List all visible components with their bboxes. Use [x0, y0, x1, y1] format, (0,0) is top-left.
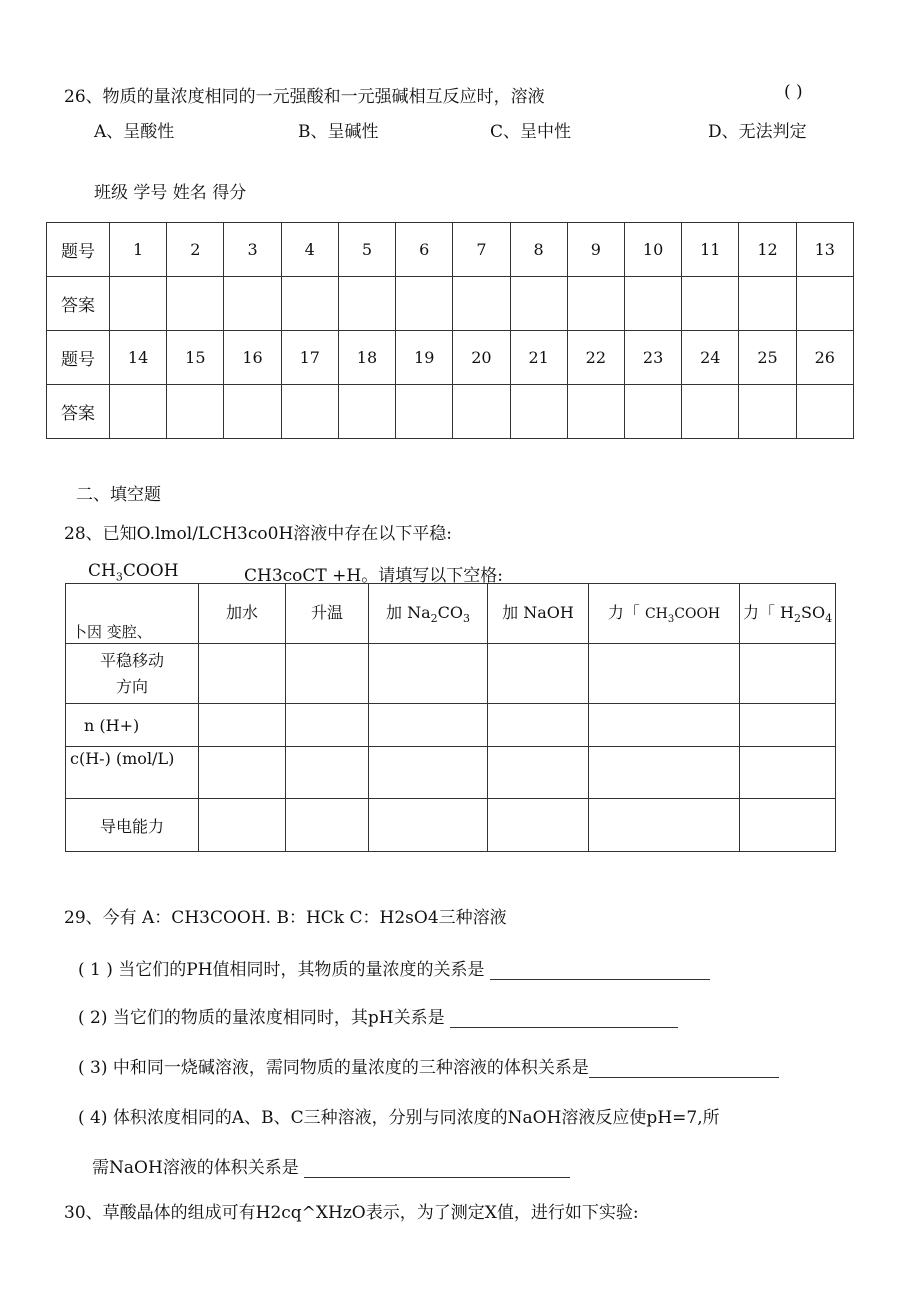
answer-cell[interactable] [224, 277, 281, 331]
answer-cell[interactable] [199, 704, 286, 747]
answer-cell[interactable] [199, 799, 286, 852]
q30-stem: 30、草酸晶体的组成可有H2cq^XHzO表示，为了测定X值，进行如下实验: [64, 1203, 639, 1223]
q29-part3: ( 3) 中和同一烧碱溶液，需同物质的量浓度的三种溶液的体积关系是 [78, 1053, 779, 1078]
answer-cell[interactable] [796, 277, 853, 331]
answer-cell[interactable] [369, 704, 488, 747]
col-header-add-na2co3: 加 $Na_2CO_3$ [369, 584, 488, 644]
answer-blank[interactable] [589, 1059, 779, 1078]
question-number-label: 题号 [47, 331, 110, 385]
answer-cell[interactable] [624, 277, 681, 331]
answer-cell[interactable] [682, 385, 739, 439]
answer-cell[interactable] [286, 704, 369, 747]
student-info-line: 班级 学号 姓名 得分 [94, 183, 247, 203]
table-row [66, 799, 836, 852]
q28-equation-left: $CH_3COOH$ [88, 561, 179, 584]
answer-cell[interactable] [369, 747, 488, 799]
table-header-row [66, 584, 836, 644]
answer-cell[interactable] [589, 799, 740, 852]
question-number: 22 [567, 331, 624, 385]
answer-label: 答案 [47, 277, 110, 331]
table-row [66, 644, 836, 704]
question-number: 21 [510, 331, 567, 385]
answer-cell[interactable] [740, 747, 836, 799]
answer-cell[interactable] [567, 385, 624, 439]
answer-cell[interactable] [739, 385, 796, 439]
question-number-label: 题号 [47, 223, 110, 277]
row-label-conductivity: 导电能力 [66, 799, 199, 852]
answer-cell[interactable] [281, 277, 338, 331]
answer-cell[interactable] [396, 385, 453, 439]
answer-cell[interactable] [199, 644, 286, 704]
answer-cell[interactable] [796, 385, 853, 439]
answer-blank[interactable] [490, 961, 710, 980]
answer-cell[interactable] [338, 385, 395, 439]
answer-cell[interactable] [167, 277, 224, 331]
answer-cell[interactable] [589, 644, 740, 704]
answer-cell[interactable] [488, 704, 589, 747]
answer-cell[interactable] [624, 385, 681, 439]
question-number: 12 [739, 223, 796, 277]
q26-answer-bracket: ( ) [784, 82, 803, 102]
q29-part1: ( 1 ) 当它们的PH值相同时，其物质的量浓度的关系是 [78, 955, 710, 980]
answer-cell[interactable] [567, 277, 624, 331]
row-label-shift-direction: 平稳移动 方向 [66, 644, 199, 704]
answer-cell[interactable] [510, 277, 567, 331]
answer-cell[interactable] [199, 747, 286, 799]
answer-cell[interactable] [167, 385, 224, 439]
q29-part4: ( 4) 体积浓度相同的A、B、C三种溶液，分别与同浓度的NaOH溶液反应使pH=7,所 [78, 1108, 720, 1128]
question-number: 19 [396, 331, 453, 385]
equilibrium-table [65, 583, 836, 852]
q28-stem: 28、已知O.lmol/LCH3co0H溶液中存在以下平稳: [64, 524, 452, 544]
question-number: 26 [796, 331, 853, 385]
question-number: 17 [281, 331, 338, 385]
answer-cell[interactable] [589, 747, 740, 799]
answer-cell[interactable] [510, 385, 567, 439]
answer-cell[interactable] [740, 799, 836, 852]
q26-option-a: A、呈酸性 [94, 122, 175, 142]
q26-stem: 26、物质的量浓度相同的一元强酸和一元强碱相互反应时，溶液 [64, 87, 545, 107]
row-label-n-h: n (H+) [66, 704, 199, 747]
question-number: 7 [453, 223, 510, 277]
question-number: 24 [682, 331, 739, 385]
q26-option-c: C、呈中性 [490, 122, 572, 142]
question-number: 23 [624, 331, 681, 385]
col-header-add-ch3cooh: 力「 $CH_3COOH$ [589, 584, 740, 644]
question-number: 2 [167, 223, 224, 277]
section-title: 二、填空题 [76, 485, 161, 505]
answer-cell[interactable] [739, 277, 796, 331]
question-number: 18 [338, 331, 395, 385]
answer-cell[interactable] [453, 277, 510, 331]
q28-equation-right: CH3coCT +H。请填写以下空格: [244, 566, 503, 586]
table-corner-cell [66, 584, 199, 644]
answer-cell[interactable] [453, 385, 510, 439]
question-number: 15 [167, 331, 224, 385]
question-number: 4 [281, 223, 338, 277]
answer-cell[interactable] [286, 799, 369, 852]
col-header-add-naoh: 加 NaOH [488, 584, 589, 644]
answer-cell[interactable] [281, 385, 338, 439]
table-row [47, 223, 854, 277]
question-number: 10 [624, 223, 681, 277]
answer-blank[interactable] [304, 1159, 570, 1178]
answer-cell[interactable] [488, 644, 589, 704]
answer-cell[interactable] [740, 644, 836, 704]
question-number: 14 [110, 331, 167, 385]
question-number: 5 [338, 223, 395, 277]
answer-cell[interactable] [369, 644, 488, 704]
answer-cell[interactable] [488, 747, 589, 799]
col-header-add-water: 加水 [199, 584, 286, 644]
answer-cell[interactable] [224, 385, 281, 439]
question-number: 6 [396, 223, 453, 277]
answer-cell[interactable] [338, 277, 395, 331]
question-number: 3 [224, 223, 281, 277]
question-number: 25 [739, 331, 796, 385]
answer-label: 答案 [47, 385, 110, 439]
col-header-add-h2so4: 力「 $H_2SO_4$ [740, 584, 836, 644]
answer-cell[interactable] [110, 385, 167, 439]
answer-cell[interactable] [682, 277, 739, 331]
question-number: 11 [682, 223, 739, 277]
answer-cell[interactable] [589, 704, 740, 747]
answer-cell[interactable] [488, 799, 589, 852]
answer-cell[interactable] [286, 747, 369, 799]
question-number: 1 [110, 223, 167, 277]
row-label-c-h: c(H-) (mol/L) [66, 747, 199, 799]
q29-part2: ( 2) 当它们的物质的量浓度相同时，其pH关系是 [78, 1003, 678, 1028]
table-row [47, 331, 854, 385]
answer-cell[interactable] [396, 277, 453, 331]
question-number: 8 [510, 223, 567, 277]
table-row [47, 385, 854, 439]
question-number: 20 [453, 331, 510, 385]
table-row [66, 747, 836, 799]
col-header-heat: 升温 [286, 584, 369, 644]
corner-label: 卜因 变腔、 [72, 622, 152, 641]
answer-cell[interactable] [286, 644, 369, 704]
q29-part4-cont: 需NaOH溶液的体积关系是 [92, 1153, 570, 1178]
answer-cell[interactable] [369, 799, 488, 852]
answer-table [46, 222, 854, 439]
table-row [47, 277, 854, 331]
answer-cell[interactable] [110, 277, 167, 331]
question-number: 16 [224, 331, 281, 385]
table-row [66, 704, 836, 747]
q26-option-b: B、呈碱性 [298, 122, 379, 142]
answer-cell[interactable] [740, 704, 836, 747]
answer-blank[interactable] [450, 1009, 678, 1028]
q29-stem: 29、今有 A：CH3COOH. B：HCk C：H2sO4三种溶液 [64, 908, 507, 928]
question-number: 13 [796, 223, 853, 277]
question-number: 9 [567, 223, 624, 277]
q26-option-d: D、无法判定 [708, 122, 807, 142]
